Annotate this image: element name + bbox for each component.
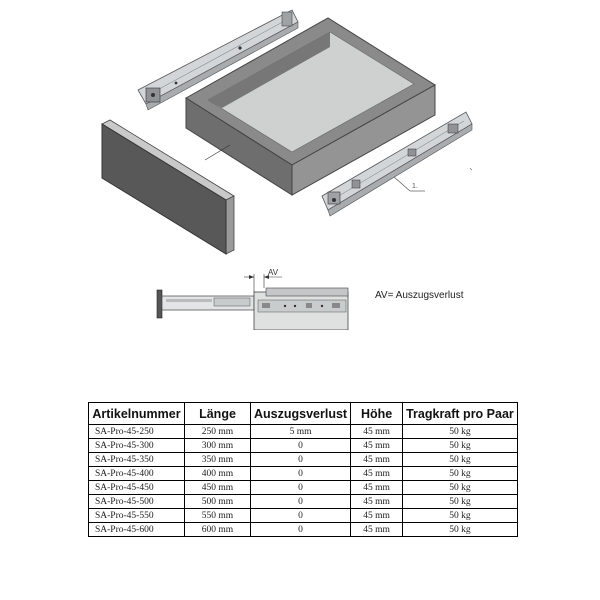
table-row [89,509,518,523]
callout-1 [394,168,472,191]
cell-tragkraft: 50 kg [403,523,518,537]
side-view-detail [157,288,348,330]
cell-artikelnummer: SA-Pro-45-250 [89,425,185,439]
cell-laenge: 600 mm [185,523,251,537]
cell-hoehe: 45 mm [351,467,403,481]
cell-artikelnummer: SA-Pro-45-350 [89,453,185,467]
cell-tragkraft: 50 kg [403,425,518,439]
cell-laenge: 550 mm [185,509,251,523]
cell-auszugsverlust: 0 [251,467,351,481]
av-legend: AV= Auszugsverlust [375,290,464,301]
table-row [89,523,518,537]
callout-number: 1. [412,183,418,190]
av-label: AV [268,268,279,277]
cell-artikelnummer: SA-Pro-45-400 [89,467,185,481]
table-row [89,439,518,453]
cell-auszugsverlust: 0 [251,453,351,467]
cell-tragkraft: 50 kg [403,453,518,467]
cell-hoehe: 45 mm [351,481,403,495]
table-row [89,495,518,509]
cell-hoehe: 45 mm [351,453,403,467]
cell-artikelnummer: SA-Pro-45-450 [89,481,185,495]
cell-tragkraft: 50 kg [403,467,518,481]
cell-auszugsverlust: 0 [251,509,351,523]
header-artikelnummer: Artikelnummer [89,403,185,425]
cell-artikelnummer: SA-Pro-45-500 [89,495,185,509]
table-row [89,481,518,495]
table-row [89,467,518,481]
header-hoehe: Höhe [351,403,403,425]
cell-artikelnummer: SA-Pro-45-300 [89,439,185,453]
cell-artikelnummer: SA-Pro-45-550 [89,509,185,523]
cell-laenge: 250 mm [185,425,251,439]
cell-tragkraft: 50 kg [403,509,518,523]
cell-auszugsverlust: 0 [251,481,351,495]
cell-laenge: 350 mm [185,453,251,467]
cell-auszugsverlust: 5 mm [251,425,351,439]
cell-artikelnummer: SA-Pro-45-600 [89,523,185,537]
table-row [89,453,518,467]
cell-hoehe: 45 mm [351,439,403,453]
cell-laenge: 450 mm [185,481,251,495]
cell-auszugsverlust: 0 [251,495,351,509]
cell-tragkraft: 50 kg [403,439,518,453]
cell-laenge: 300 mm [185,439,251,453]
header-tragkraft: Tragkraft pro Paar [403,403,518,425]
cell-tragkraft: 50 kg [403,481,518,495]
table-header-row [89,403,518,425]
table-row [89,425,518,439]
cell-hoehe: 45 mm [351,495,403,509]
cell-hoehe: 45 mm [351,509,403,523]
specification-table [88,402,518,537]
header-auszugsverlust: Auszugsverlust [251,403,351,425]
cell-tragkraft: 50 kg [403,495,518,509]
header-laenge: Länge [185,403,251,425]
cell-hoehe: 45 mm [351,425,403,439]
cell-laenge: 400 mm [185,467,251,481]
cell-hoehe: 45 mm [351,523,403,537]
cell-auszugsverlust: 0 [251,523,351,537]
cell-laenge: 500 mm [185,495,251,509]
cell-auszugsverlust: 0 [251,439,351,453]
